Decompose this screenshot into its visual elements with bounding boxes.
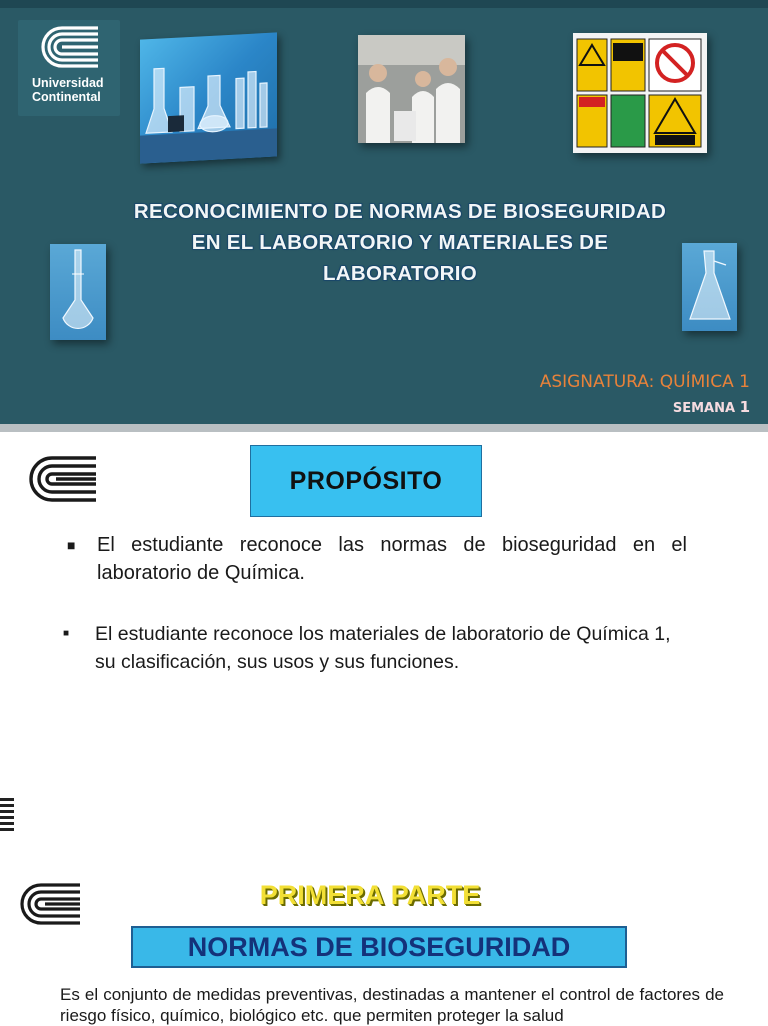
glassware-illustration <box>140 32 277 163</box>
slide-separator <box>0 424 768 432</box>
purpose-bullet-2 <box>63 620 695 676</box>
lab-personnel-photo <box>358 35 465 143</box>
volumetric-flask-photo <box>50 244 106 340</box>
partial-logo-mark <box>0 798 14 834</box>
week-text: SEMANA <box>672 401 736 416</box>
part-one-label: PRIMERA PARTE <box>259 880 481 910</box>
purpose-heading: PROPÓSITO <box>250 445 482 517</box>
uc-logo-icon <box>18 20 120 76</box>
week-label <box>673 398 750 416</box>
biosafety-heading: NORMAS DE BIOSEGURIDAD <box>131 926 627 968</box>
purpose-bullet-1-text: El estudiante reconoce las normas de bioseguridad en el laboratorio de Química. <box>97 534 687 584</box>
week-number: 1 <box>739 398 750 416</box>
lab-glassware-photo <box>140 32 277 163</box>
bullet-square-icon: ■ <box>67 537 76 553</box>
purpose-bullet-1 <box>67 531 687 587</box>
subject-label: ASIGNATURA: QUÍMICA 1 <box>539 372 750 392</box>
erlenmeyer-flask-photo <box>682 243 737 331</box>
purpose-bullet-2-text: El estudiante reconoce los materiales de laboratorio de Química 1, su clasificación, sus usos y sus funciones. <box>95 623 671 673</box>
uc-mark-icon-2 <box>18 882 82 926</box>
personnel-illustration <box>358 35 465 143</box>
university-logo <box>18 20 120 116</box>
erlenmeyer-flask-icon <box>682 243 737 331</box>
logo-line-2: Continental <box>32 90 101 104</box>
cover-top-bar <box>0 0 768 8</box>
cover-slide <box>0 0 768 424</box>
safety-signs-photo <box>573 33 707 153</box>
logo-line-1: Universidad <box>32 76 104 90</box>
bullet-square-icon: ■ <box>63 628 70 639</box>
cover-title: RECONOCIMIENTO DE NORMAS DE BIOSEGURIDAD EN EL LABORATORIO Y MATERIALES DE LABORATORIO <box>133 200 667 285</box>
safety-signs-illustration <box>573 33 707 153</box>
volumetric-flask-icon <box>50 244 106 340</box>
uc-mark-icon <box>26 454 98 504</box>
biosafety-definition: Es el conjunto de medidas preventivas, destinadas a mantener el control de factores de riesgo físico, químico, biológico etc. que permiten proteger la salud <box>60 985 724 1025</box>
